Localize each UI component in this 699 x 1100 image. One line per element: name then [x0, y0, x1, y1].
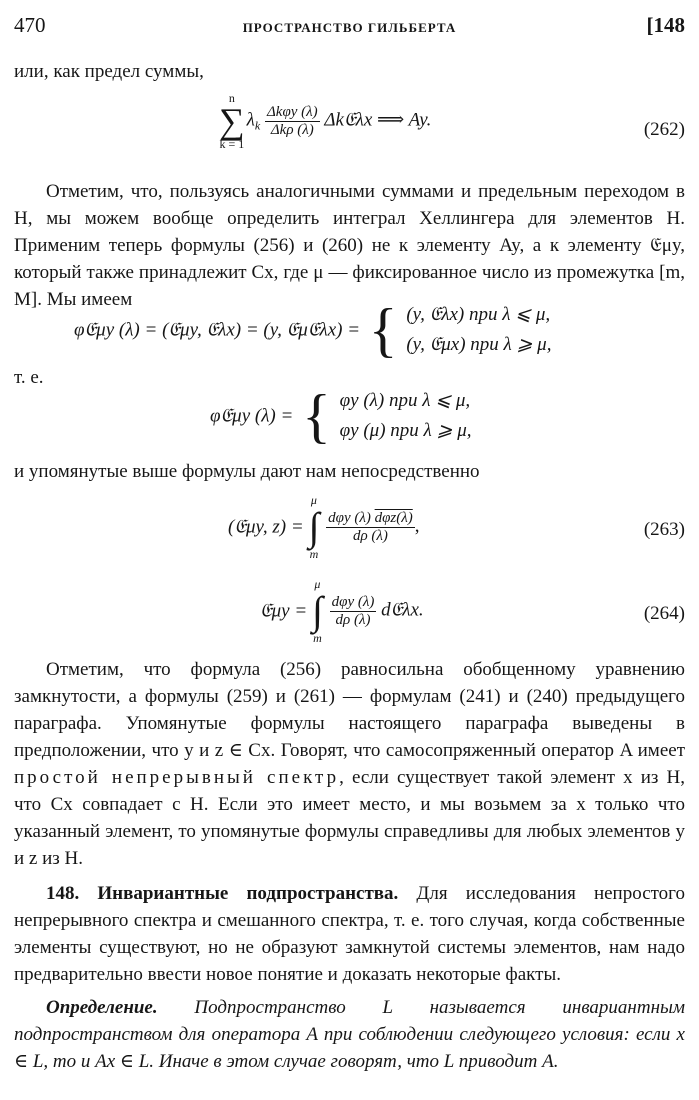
cases: φy (λ) при λ ⩽ μ, φy (μ) при λ ⩾ μ,: [339, 390, 472, 441]
paragraph-text: 148. Инвариантные подпространства. Для исследования непростого непрерывного спектра и смешанного спектра, т. е. того случая, когда собственные элементы существуют, но не образуют замкнутой системы элементов, нам надо предварительно ввести новое понятие и доказать некоторые факты.: [14, 883, 686, 985]
paragraph-text: Определение. Подпространство L называется инвариантным подпространством для оператора A при соблюдении следующего условия: если x ∈ L, то и Ax ∈ L. Иначе в этом случае говорят, что L приводит A.: [14, 997, 685, 1072]
equation-body: n ∑ $k = 1\lambda_k$ $\frac{\text{Δkφy (λ)}}{\text{Δkρ (λ)}}$ Δk𝔈λx ⟹ Ay.: [219, 91, 432, 151]
spaced-term: простой непрерывный спектр: [14, 767, 340, 788]
definition: [14, 994, 685, 1075]
section-heading: 148. Инвариантные подпространства.: [46, 883, 399, 904]
paragraph-text: и упомянутые выше формулы дают нам непосредственно: [14, 461, 480, 482]
paragraph-text: Отметим, что формула (256) равносильна обобщенному уравнению замкнутости, а формулы (259) и (261) — формулам (241) и (240) предыдущего параграфа. Упомянутые формулы настоящего параграфа выведены в предположении, что y и z ∈ Cx. Говорят, что самосопряженный оператор A имеет простой непрерывный спектр, если существует такой элемент x из H, что Cx совпадает с H. Если это имеет место, и мы возьмем за x только что указанный элемент, то упомянутые формулы справедливы для любых элементов y и z из H.: [14, 659, 686, 869]
equation-phi-cases: [14, 383, 685, 452]
section-148: [14, 880, 685, 988]
section-mark: [148: [646, 13, 685, 37]
paragraph-hellinger: [14, 178, 685, 313]
definition-heading: Определение.: [46, 997, 158, 1018]
integral: μ ∫ m: [308, 493, 320, 561]
equation-phi-e-mu: [14, 297, 685, 366]
equation-body: φ𝔈μy (λ) = { φy (λ) при λ ⩽ μ, φy (μ) при λ ⩾ μ,: [210, 383, 472, 449]
integral-symbol: ∫: [308, 504, 320, 549]
equation-264: [14, 578, 685, 650]
page-number: 470: [14, 13, 46, 37]
paragraph-intro: [14, 58, 685, 85]
summation: n ∑ k = 1: [219, 91, 245, 151]
running-title: ПРОСТРАНСТВО ГИЛЬБЕРТА: [242, 20, 457, 35]
equation-body: φ𝔈μy (λ) = (𝔈μy, 𝔈λx) = (y, 𝔈μ𝔈λx) = { (y, 𝔈λx) при λ ⩽ μ, (y, 𝔈μx) при λ ⩾ μ,: [74, 297, 552, 363]
paragraph-formulas: [14, 458, 685, 485]
integral-symbol: ∫: [311, 588, 323, 633]
equation-body: (𝔈μy, z) = μ ∫ m $\frac{\text{dφy (λ) dφz(λ)}}{d\rho (\lambda)}$ ,: [228, 493, 420, 561]
page-header: [14, 12, 685, 40]
fraction: $\frac{\text{dφy (λ) dφz(λ)}}{d\rho (\lambda)}$: [328, 509, 413, 544]
equation-263: [14, 494, 685, 566]
integral: μ ∫ m: [311, 577, 323, 645]
left-brace: {: [368, 297, 398, 363]
paragraph-text: Отметим, что, пользуясь аналогичными суммами и предельным переходом в H, мы можем вообще определить интеграл Хеллингера для элементов H. Применим теперь формулы (256) и (260) не к элементу Ay, а к элементу 𝔈μy, который также принадлежит Cx, где μ — фиксированное число из промежутка [m, M]. Мы имеем: [14, 181, 685, 310]
equation-number: (264): [643, 603, 685, 624]
equation-number: (263): [643, 519, 685, 540]
left-brace: {: [302, 383, 331, 449]
fraction: $\frac{\text{Δkφy (λ)}}{\text{Δkρ (λ)}}$: [266, 103, 318, 138]
cases: (y, 𝔈λx) при λ ⩽ μ, (y, 𝔈μx) при λ ⩾ μ,: [406, 304, 552, 355]
equation-number: (262): [643, 119, 685, 140]
paragraph-spectrum: [14, 656, 685, 872]
paragraph-text: или, как предел суммы,: [14, 61, 204, 82]
equation-262: [14, 92, 685, 172]
sigma-symbol: ∑: [219, 101, 245, 141]
equation-body: 𝔈μy = μ ∫ m $\frac{\text{dφy (λ)}}{d\rho (\lambda)}$ d𝔈λx.: [260, 577, 424, 645]
fraction: $\frac{\text{dφy (λ)}}{d\rho (\lambda)}$: [331, 593, 375, 628]
paragraph-text: т. е.: [14, 367, 44, 388]
